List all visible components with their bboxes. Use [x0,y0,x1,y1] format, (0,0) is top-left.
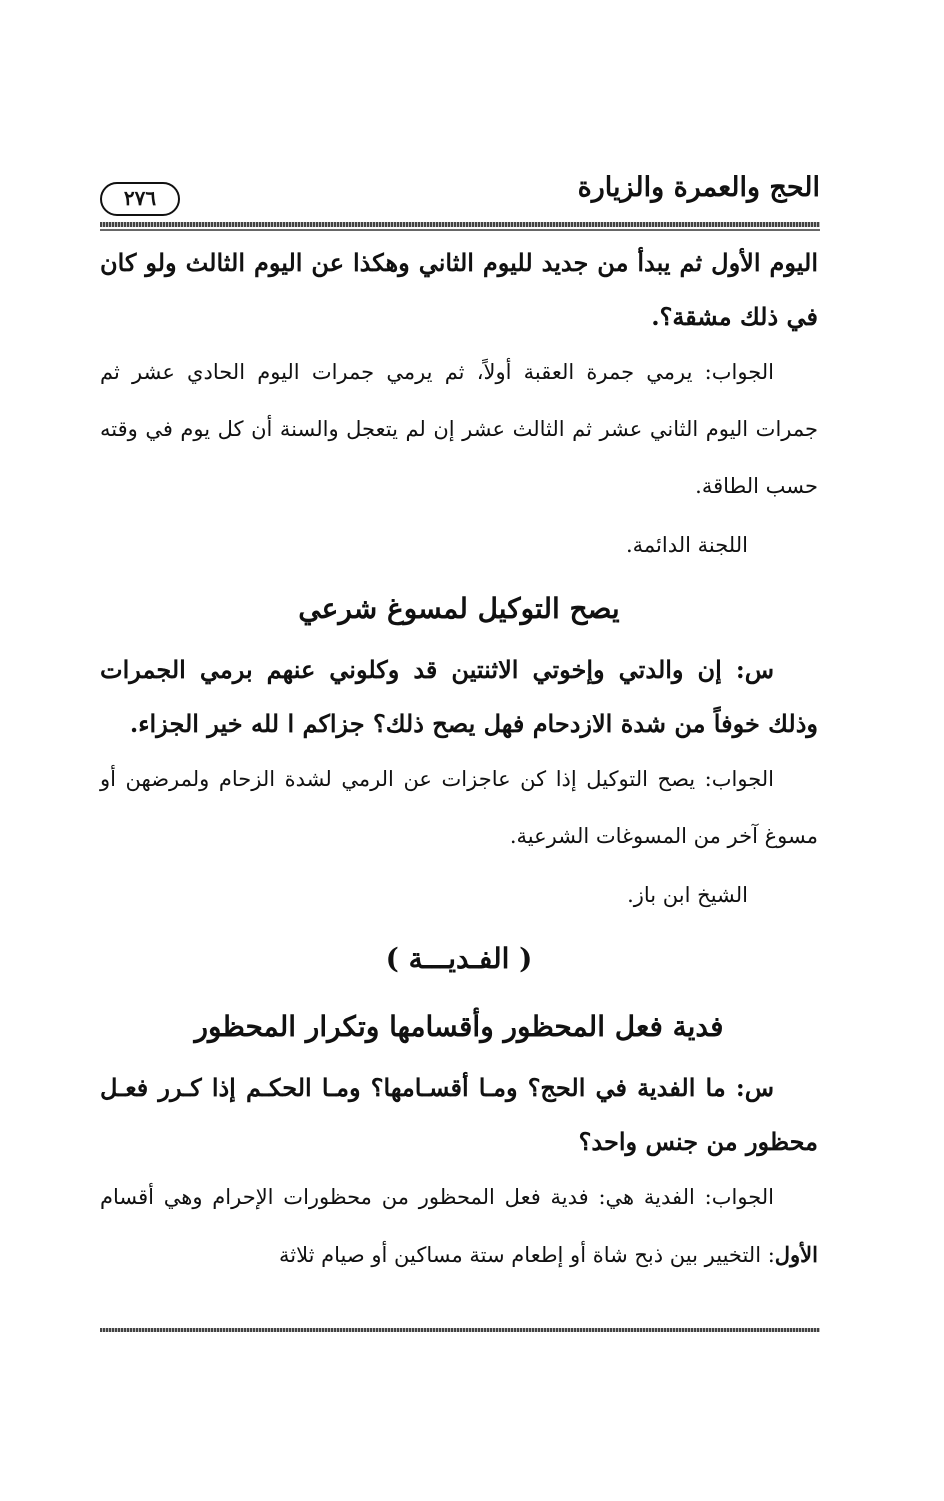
page-header [100,172,820,220]
answer-source: اللجنة الدائمة. [625,533,748,557]
answer-paragraph: الجواب: يرمي جمرة العقبة أولاً، ثم يرمي جمرات اليوم الحادي عشر ثم جمرات اليوم الثاني عشر ثم الثالث عشر إن لم يتعجل والسنة أن كل يوم في وقته حسب الطاقة. [100,360,818,498]
answer-paragraph: الجواب: يصح التوكيل إذا كن عاجزات عن الرمي لشدة الزحام ولمرضهن أو مسوغ آخر من المسوغات الشرعية. [100,767,818,848]
page-number-badge: ٢٧٦ [100,182,180,216]
chapter-heading: ( الفـديـــة ) [385,942,533,975]
page-content [100,236,818,1284]
section-heading: فدية فعل المحظور وأقسامها وتكرار المحظور [194,1010,724,1043]
header-rule [100,222,820,227]
header-rule-thin [100,229,820,231]
question-paragraph: س: ما الفدية في الحج؟ ومـا أقسـامها؟ ومـا الحكـم إذا كـرر فعـل محظور من جنس واحد؟ [100,1073,818,1156]
answer-paragraph [100,1169,818,1284]
section-heading: يصح التوكيل لمسوغ شرعي [298,592,620,625]
question-continued: اليوم الأول ثم يبدأ من جديد لليوم الثاني وهكذا عن اليوم الثالث ولو كان في ذلك مشقة؟. [100,248,818,331]
book-title: الحج والعمرة والزيارة [577,172,820,203]
footer-rule [100,1328,820,1332]
answer-source: الشيخ ابن باز. [627,883,748,907]
question-paragraph: س: إن والدتي وإخوتي الاثنتين قد وكلوني عنهم برمي الجمرات وذلك خوفاً من شدة الازدحام فهل يصح ذلك؟ جزاكم ا لله خير الجزاء. [100,655,818,738]
answer-text: : التخيير بين ذبح شاة أو إطعام ستة مساكين أو صيام ثلاثة [279,1243,775,1267]
answer-bold-term: الأول [774,1242,818,1267]
answer-text: الجواب: الفدية هي: فدية فعل المحظور من محظورات الإحرام وهي أقسام [100,1185,774,1209]
